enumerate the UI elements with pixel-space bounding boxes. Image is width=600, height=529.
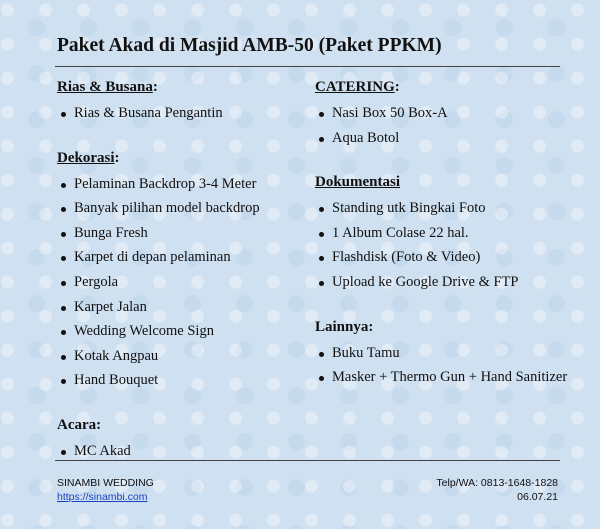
list-dekorasi bbox=[57, 176, 260, 397]
list-item: Karpet Jalan bbox=[57, 299, 260, 324]
phone-number: Telp/WA: 0813-1648-1828 bbox=[436, 477, 558, 489]
list-item: Bunga Fresh bbox=[57, 225, 260, 250]
section-heading-acara: Acara: bbox=[57, 416, 102, 433]
list-rias bbox=[57, 105, 260, 130]
list-item: Nasi Box 50 Box-A bbox=[315, 105, 567, 130]
list-item: Kotak Angpau bbox=[57, 348, 260, 373]
section-heading-lainnya: Lainnya: bbox=[315, 318, 374, 335]
section-heading-catering: CATERING: bbox=[315, 79, 400, 95]
list-item: MC Akad bbox=[57, 443, 260, 468]
list-item: Pelaminan Backdrop 3-4 Meter bbox=[57, 176, 260, 201]
list-item: Aqua Botol bbox=[315, 130, 567, 155]
list-item: Pergola bbox=[57, 274, 260, 299]
list-item: Buku Tamu bbox=[315, 345, 567, 370]
page-title: Paket Akad di Masjid AMB-50 (Paket PPKM) bbox=[57, 35, 442, 56]
section-heading-dokumentasi: Dokumentasi bbox=[315, 174, 401, 191]
list-item: Banyak pilihan model backdrop bbox=[57, 200, 260, 225]
document-date: 06.07.21 bbox=[517, 491, 558, 503]
website-link[interactable]: https://sinambi.com bbox=[57, 491, 148, 503]
list-acara bbox=[57, 443, 260, 468]
list-item: Wedding Welcome Sign bbox=[57, 323, 260, 348]
title-divider bbox=[55, 66, 560, 67]
list-item: Karpet di depan pelaminan bbox=[57, 249, 260, 274]
list-item: Standing utk Bingkai Foto bbox=[315, 200, 567, 225]
list-dokumentasi bbox=[315, 200, 567, 298]
list-lainnya bbox=[315, 345, 567, 394]
section-heading-rias: Rias & Busana: bbox=[57, 79, 158, 95]
company-name: SINAMBI WEDDING bbox=[57, 477, 154, 489]
list-item: 1 Album Colase 22 hal. bbox=[315, 225, 567, 250]
footer-divider bbox=[55, 460, 560, 461]
list-item: Hand Bouquet bbox=[57, 372, 260, 397]
footer-left bbox=[57, 476, 154, 504]
list-catering bbox=[315, 105, 567, 154]
list-item: Rias & Busana Pengantin bbox=[57, 105, 260, 130]
footer-right bbox=[436, 476, 558, 504]
left-column bbox=[57, 79, 260, 488]
list-item: Upload ke Google Drive & FTP bbox=[315, 274, 567, 299]
list-item: Flashdisk (Foto & Video) bbox=[315, 249, 567, 274]
section-heading-dekorasi: Dekorasi: bbox=[57, 149, 120, 166]
right-column bbox=[315, 79, 567, 414]
list-item: Masker + Thermo Gun + Hand Sanitizer bbox=[315, 369, 567, 394]
